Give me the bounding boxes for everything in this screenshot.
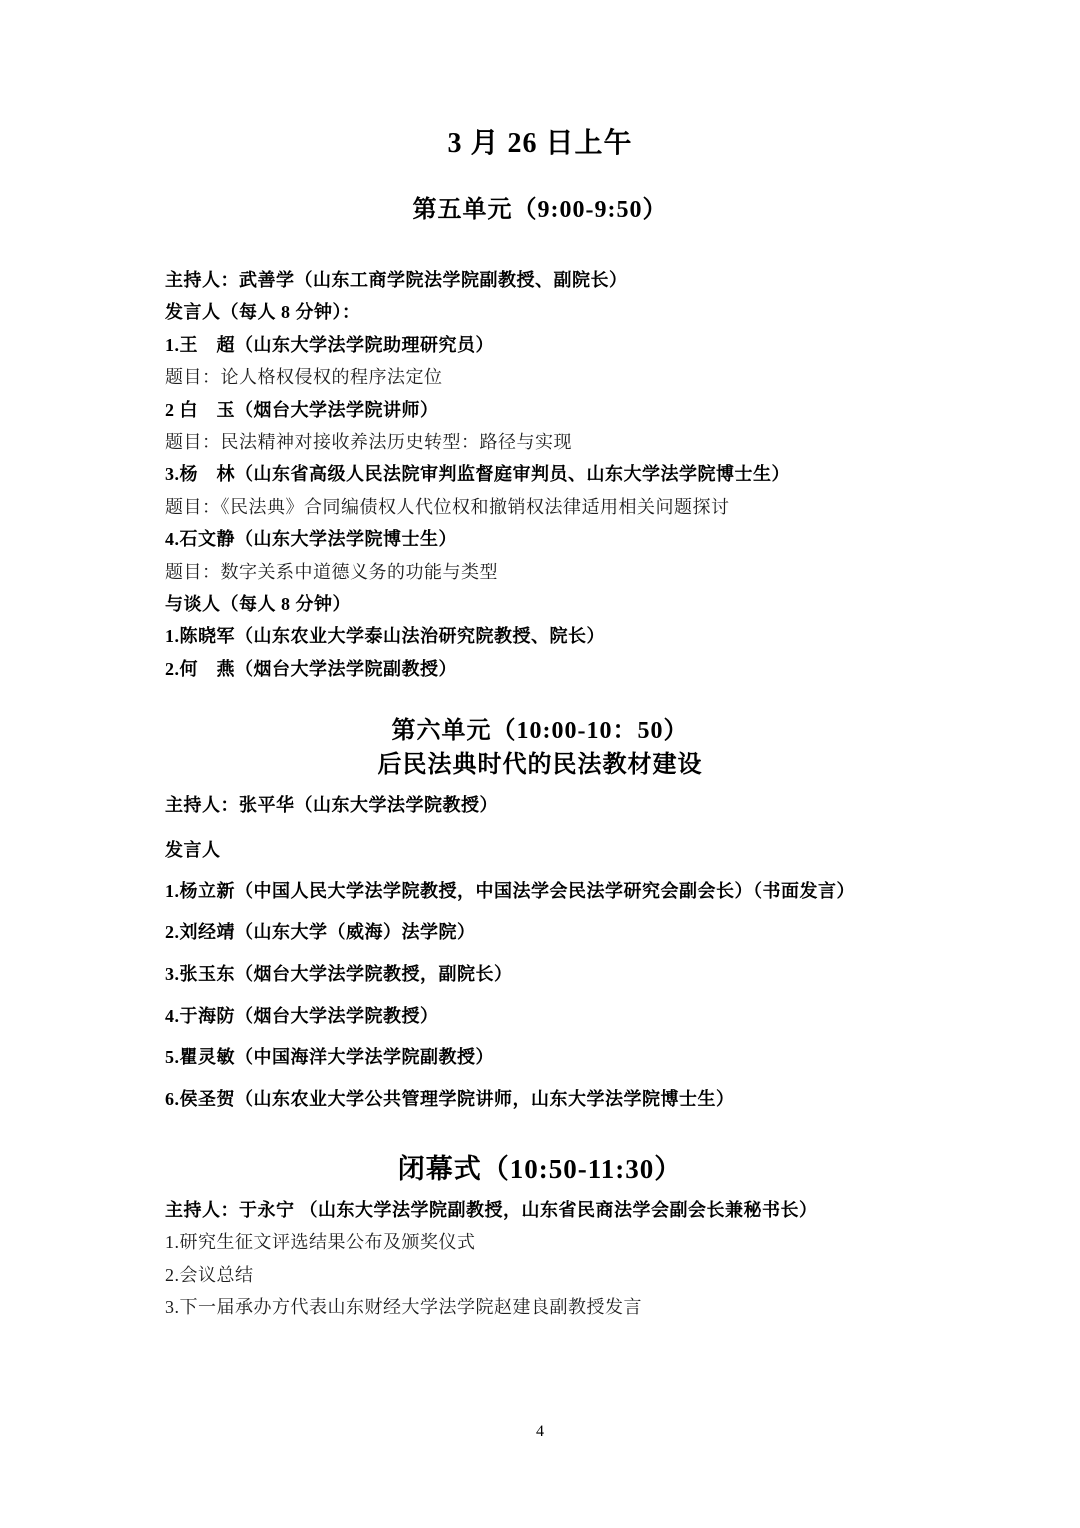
session6-speaker-1: 1.杨立新（中国人民大学法学院教授，中国法学会民法学研究会副会长）（书面发言） xyxy=(165,881,855,901)
session5-discussant-2: 2.何 燕（烟台大学法学院副教授） xyxy=(165,659,457,679)
closing-host: 主持人：于永宁 （山东大学法学院副教授，山东省民商法学会副会长兼秘书长） xyxy=(165,1200,818,1220)
closing-item-3: 3.下一届承办方代表山东财经大学法学院赵建良副教授发言 xyxy=(165,1297,642,1317)
session5-topic-4: 题目：数字关系中道德义务的功能与类型 xyxy=(165,562,498,582)
session5-topic-1: 题目：论人格权侵权的程序法定位 xyxy=(165,367,443,387)
session5-topic-2: 题目：民法精神对接收养法历史转型：路径与实现 xyxy=(165,432,572,452)
closing-item-2: 2.会议总结 xyxy=(165,1265,254,1285)
session6-speaker-5: 5.瞿灵敏（中国海洋大学法学院副教授） xyxy=(165,1047,494,1067)
session5-speaker-2: 2 白 玉（烟台大学法学院讲师） xyxy=(165,400,439,420)
session5-discussants-label: 与谈人（每人 8 分钟） xyxy=(165,594,351,614)
session5-speaker-4: 4.石文静（山东大学法学院博士生） xyxy=(165,529,457,549)
session5-speaker-1: 1.王 超（山东大学法学院助理研究员） xyxy=(165,335,494,355)
session6-host: 主持人：张平华（山东大学法学院教授） xyxy=(165,795,498,815)
session6-speaker-2: 2.刘经靖（山东大学（威海）法学院） xyxy=(165,922,476,942)
session6-speakers-label: 发言人 xyxy=(165,840,221,860)
date-title: 3 月 26 日上午 xyxy=(447,128,633,159)
session5-host: 主持人：武善学（山东工商学院法学院副教授、副院长） xyxy=(165,270,628,290)
session5-discussant-1: 1.陈晓军（山东农业大学泰山法治研究院教授、院长） xyxy=(165,626,605,646)
closing-item-1: 1.研究生征文评选结果公布及颁奖仪式 xyxy=(165,1232,476,1252)
session6-speaker-3: 3.张玉东（烟台大学法学院教授，副院长） xyxy=(165,964,513,984)
session6-title: 第六单元（10:00-10：50） xyxy=(391,718,689,744)
session6-speaker-4: 4.于海防（烟台大学法学院教授） xyxy=(165,1006,439,1026)
session5-speaker-3: 3.杨 林（山东省高级人民法院审判监督庭审判员、山东大学法学院博士生） xyxy=(165,464,790,484)
page-number: 4 xyxy=(536,1423,544,1440)
session6-speaker-6: 6.侯圣贺（山东农业大学公共管理学院讲师，山东大学法学院博士生） xyxy=(165,1089,735,1109)
session5-title: 第五单元（9:00-9:50） xyxy=(412,197,668,223)
session5-topic-3: 题目：《民法典》合同编债权人代位权和撤销权法律适用相关问题探讨 xyxy=(165,497,730,517)
session5-speakers-label: 发言人（每人 8 分钟）： xyxy=(165,302,361,322)
closing-title: 闭幕式（10:50-11:30） xyxy=(397,1154,683,1184)
session6-subtitle: 后民法典时代的民法教材建设 xyxy=(377,752,703,778)
